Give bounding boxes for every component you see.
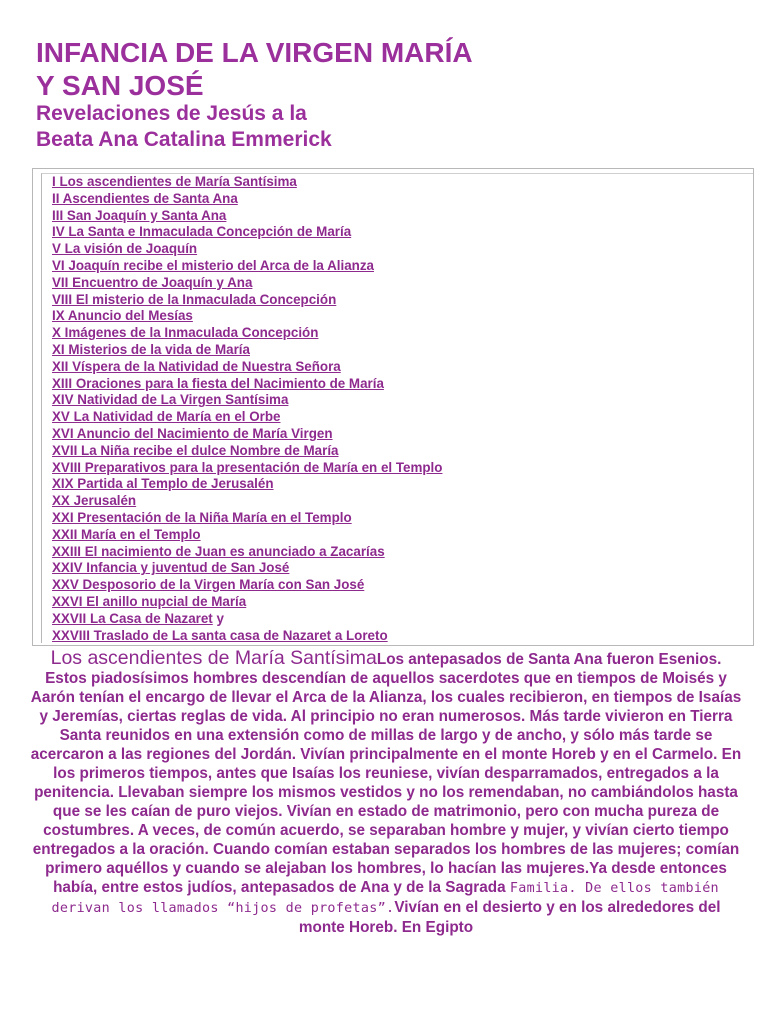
toc-item [52,611,442,628]
toc-item [52,493,442,510]
toc-link[interactable]: XIX Partida al Templo de Jerusalén [52,476,274,492]
toc-link[interactable]: XI Misterios de la vida de María [52,341,250,357]
toc-item [52,594,442,611]
toc-item [52,258,442,275]
toc-link[interactable]: XXIV Infancia y juventud de San José [52,560,290,576]
toc-link[interactable]: V La visión de Joaquín [52,241,198,257]
toc-link[interactable]: XIV Natividad de La Virgen Santísima [52,392,289,408]
toc-link[interactable]: XII Víspera de la Natividad de Nuestra Señora [52,358,341,374]
toc-link[interactable]: XXI Presentación de la Niña María en el Templo [52,509,352,525]
toc-item [52,359,442,376]
toc-item [52,191,442,208]
toc-link[interactable]: II Ascendientes de Santa Ana [52,190,238,206]
toc-link[interactable]: XX Jerusalén [52,493,137,509]
toc-link[interactable]: IX Anuncio del Mesías [52,308,193,324]
toc-item [52,409,442,426]
toc-link[interactable]: IV La Santa e Inmaculada Concepción de María [52,224,352,240]
page-subtitle [36,101,736,153]
toc-link[interactable]: XXVI El anillo nupcial de María [52,593,247,609]
toc-item [52,392,442,409]
toc-item [52,510,442,527]
toc-link[interactable]: XIII Oraciones para la fiesta del Nacimiento de María [52,375,384,391]
toc-item [52,426,442,443]
toc-item [52,560,442,577]
toc-item [52,476,442,493]
toc-link[interactable]: III San Joaquín y Santa Ana [52,207,227,223]
toc-link[interactable]: VII Encuentro de Joaquín y Ana [52,274,253,290]
toc-item [52,544,442,561]
toc-link[interactable]: VIII El misterio de la Inmaculada Concepción [52,291,337,307]
chapter-paragraph-part-3: Vivían en el desierto y en los alrededores del monte Horeb. En Egipto [298,899,721,936]
toc-item-suffix: y [212,610,224,626]
toc-item [52,460,442,477]
toc-link[interactable]: XV La Natividad de María en el Orbe [52,409,281,425]
subtitle-line-2: Beata Ana Catalina Emmerick [36,128,332,151]
toc-item [52,241,442,258]
table-of-contents [52,174,442,644]
toc-item [52,376,442,393]
toc-item [52,292,442,309]
subtitle-line-1: Revelaciones de Jesús a la [36,102,307,125]
chapter-paragraph-part-1: Los antepasados de Santa Ana fueron Esenios. Estos piadosísimos hombres descendían de aquellos sacerdotes que en tiempos de Moisés y Aarón tenían el encargo de llevar el Arca de la Alianza, los cuales recibieron, en tiempos de Isaías y Jeremías, ciertas reglas de vida. Al principio no eran numerosos. Más tarde vivieron en Tierra Santa reunidos en una extensión como de millas de largo y de ancho, y sólo más tarde se acercaron a las regiones del Jordán. Vivían principalmente en el monte Horeb y en el Carmelo. En los primeros tiempos, antes que Isaías los reuniese, vivían desparramados, entregados a la penitencia. Llevaban siempre los mismos vestidos y no los remendaban, no cambiándolos hasta que se les caían de puro viejos. Vivían en estado de matrimonio, pero con mucha pureza de costumbres. A veces, de común acuerdo, se separaban hombre y mujer, y vivían cierto tiempo entregados a la oración. Cuando comían estaban separados los hombres de las mujeres; comían primero aquéllos y cuando se alejaban los hombres, lo hacían las mujeres.Ya desde entonces había, entre estos judíos, antepasados de Ana y de la Sagrada [30,651,742,896]
toc-item [52,628,442,645]
title-line-1: INFANCIA DE LA VIRGEN MARÍA [36,37,473,68]
toc-item [52,224,442,241]
toc-link[interactable]: XXV Desposorio de la Virgen María con San José [52,577,365,593]
toc-link[interactable]: XXII María en el Templo [52,526,201,542]
toc-link[interactable]: XXIII El nacimiento de Juan es anunciado a Zacarías [52,543,385,559]
toc-item [52,577,442,594]
chapter-paragraph-part-2: Familia. De ellos también derivan los llamados “hijos de profetas”. [51,881,719,916]
toc-link[interactable]: X Imágenes de la Inmaculada Concepción [52,325,319,341]
toc-link[interactable]: I Los ascendientes de María Santísima [52,174,297,189]
chapter-text [30,649,742,937]
toc-item [52,443,442,460]
title-line-2: Y SAN JOSÉ [36,70,204,101]
toc-item [52,308,442,325]
chapter-heading: Los ascendientes de María Santísima [50,647,377,669]
toc-item [52,342,442,359]
toc-item [52,208,442,225]
toc-link[interactable]: XVII La Niña recibe el dulce Nombre de María [52,442,339,458]
toc-item [52,325,442,342]
toc-link[interactable]: XXVIII Traslado de La santa casa de Nazaret a Loreto [52,627,388,643]
toc-link[interactable]: XVI Anuncio del Nacimiento de María Virgen [52,425,333,441]
toc-item [52,527,442,544]
toc-link[interactable]: XXVII La Casa de Nazaret [52,610,213,626]
page-title [36,36,736,102]
toc-item [52,275,442,292]
toc-link[interactable]: XVIII Preparativos para la presentación de María en el Templo [52,459,443,475]
toc-item [52,174,442,191]
toc-link[interactable]: VI Joaquín recibe el misterio del Arca de la Alianza [52,257,374,273]
